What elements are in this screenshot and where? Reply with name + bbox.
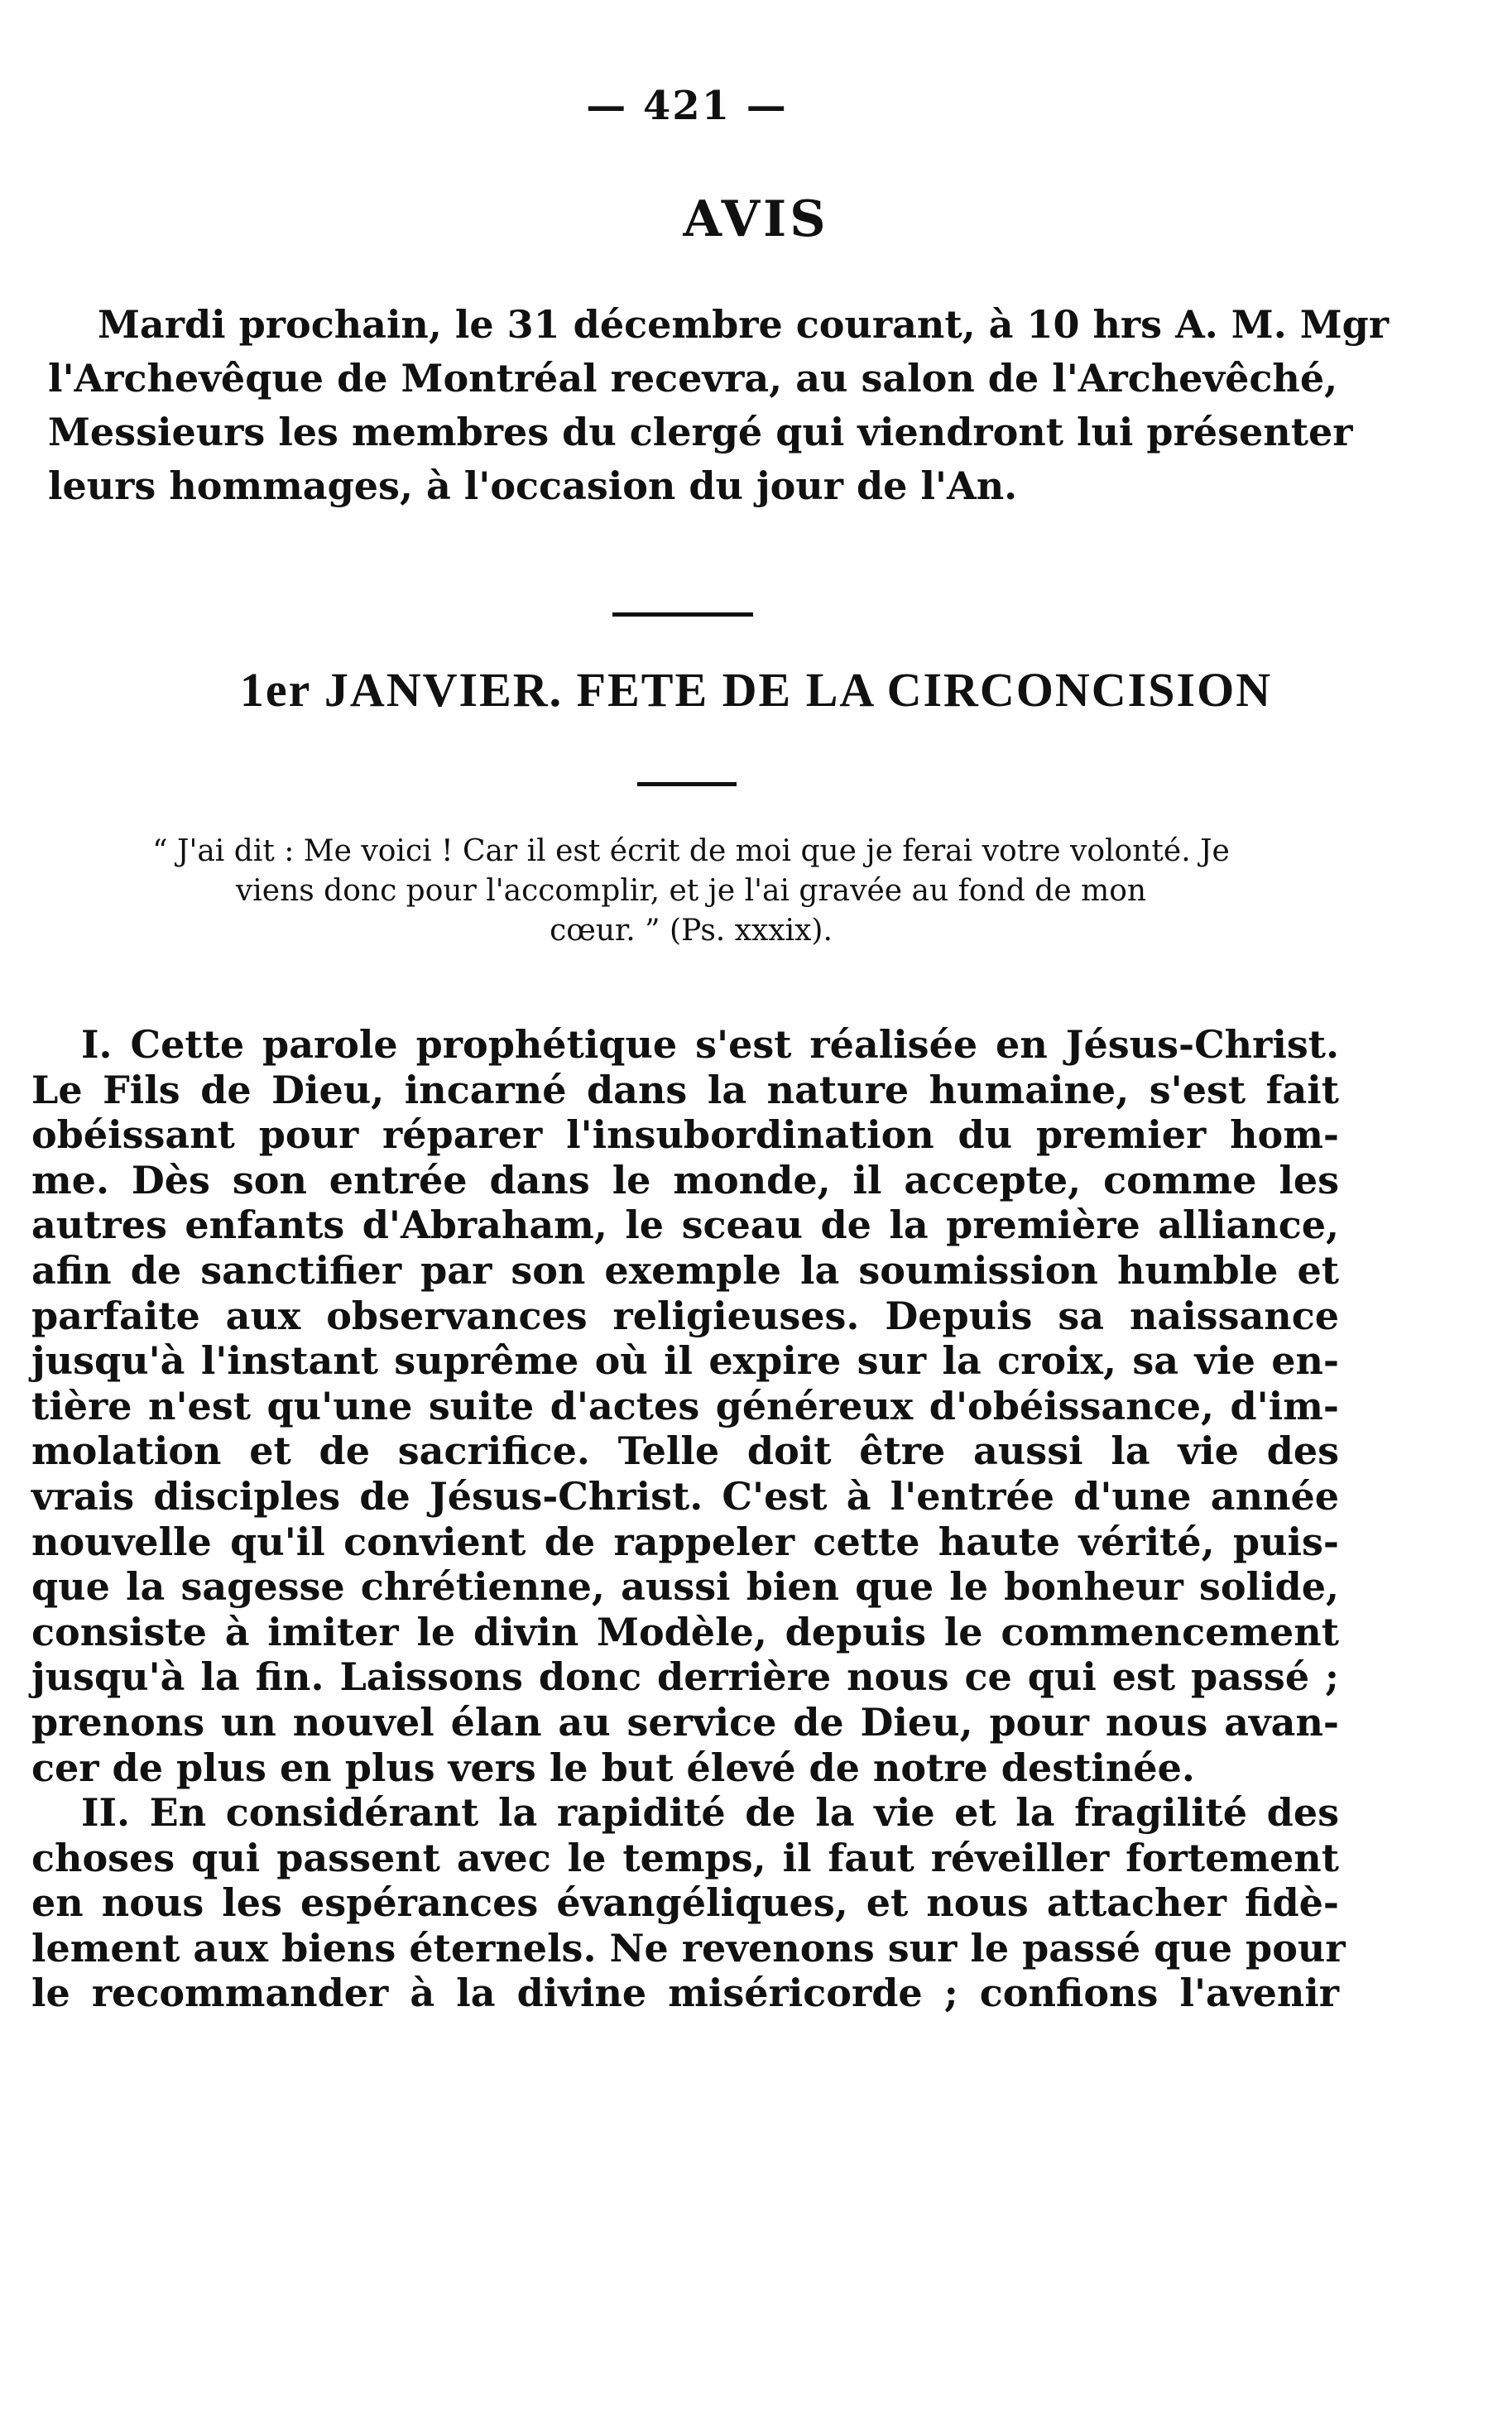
body-line: nouvelle qu'il convient de rappeler cette haute vérité, puis- <box>31 1519 1339 1564</box>
body-line: lement aux biens éternels. Ne revenons sur le passé que pour <box>31 1925 1346 1971</box>
notice-line: l'Archevêque de Montréal recevra, au salon de l'Archevêché, <box>48 356 1338 401</box>
notice-paragraph <box>48 298 1390 513</box>
body-line: vrais disciples de Jésus-Christ. C'est à l'entrée d'une année <box>31 1473 1339 1519</box>
body-line: en nous les espérances évangéliques, et nous attacher fidè- <box>31 1880 1339 1926</box>
epigraph-line: “ J'ai dit : Me voici ! Car il est écrit de moi que je ferai votre volonté. Je <box>152 834 1230 868</box>
body-line: parfaite aux observances religieuses. Depuis sa naissance <box>31 1293 1339 1338</box>
body-line: I. Cette parole prophétique s'est réalisée en Jésus-Christ. <box>81 1022 1339 1067</box>
notice-line: Mardi prochain, le 31 décembre courant, à 10 hrs A. M. Mgr <box>98 302 1390 347</box>
notice-title: AVIS <box>683 190 829 248</box>
epigraph-line: viens donc pour l'accomplir, et je l'ai gravée au fond de mon <box>235 874 1147 908</box>
body-line: cer de plus en plus vers le but élevé de notre destinée. <box>31 1745 1195 1790</box>
body-line: afin de sanctifier par son exemple la soumission humble et <box>31 1247 1339 1293</box>
epigraph <box>33 832 1349 951</box>
body-line: Le Fils de Dieu, incarné dans la nature humaine, s'est fait <box>31 1067 1339 1112</box>
body-line: choses qui passent avec le temps, il faut réveiller fortement <box>31 1835 1339 1880</box>
divider-rule <box>612 612 753 617</box>
page-number: — 421 — <box>586 83 788 129</box>
body-line: II. En considérant la rapidité de la vie et la fragilité des <box>81 1790 1339 1836</box>
notice-line: leurs hommages, à l'occasion du jour de l'An. <box>48 463 1018 508</box>
body-line: autres enfants d'Abraham, le sceau de la première alliance, <box>31 1203 1339 1248</box>
epigraph-line: cœur. ” (Ps. xxxix). <box>550 914 833 948</box>
section-title: 1er JANVIER. FETE DE LA CIRCONCISION <box>239 663 1273 717</box>
body-text <box>31 1022 1346 2016</box>
divider-rule <box>637 782 737 786</box>
body-line: consiste à imiter le divin Modèle, depuis le commencement <box>31 1609 1339 1654</box>
body-line: que la sagesse chrétienne, aussi bien que le bonheur solide, <box>31 1564 1339 1610</box>
body-line: molation et de sacrifice. Telle doit être aussi la vie des <box>31 1428 1339 1474</box>
body-line: me. Dès son entrée dans le monde, il accepte, comme les <box>31 1157 1339 1203</box>
body-line: tière n'est qu'une suite d'actes généreux d'obéissance, d'im- <box>31 1383 1339 1428</box>
body-line: prenons un nouvel élan au service de Dieu, pour nous avan- <box>31 1699 1339 1745</box>
body-line: jusqu'à l'instant suprême où il expire sur la croix, sa vie en- <box>31 1338 1339 1384</box>
body-line: obéissant pour réparer l'insubordination du premier hom- <box>31 1112 1339 1158</box>
body-line: le recommander à la divine miséricorde ; confions l'avenir <box>31 1971 1339 2016</box>
notice-line: Messieurs les membres du clergé qui viendront lui présenter <box>48 410 1353 454</box>
body-line: jusqu'à la fin. Laissons donc derrière nous ce qui est passé ; <box>31 1654 1339 1700</box>
